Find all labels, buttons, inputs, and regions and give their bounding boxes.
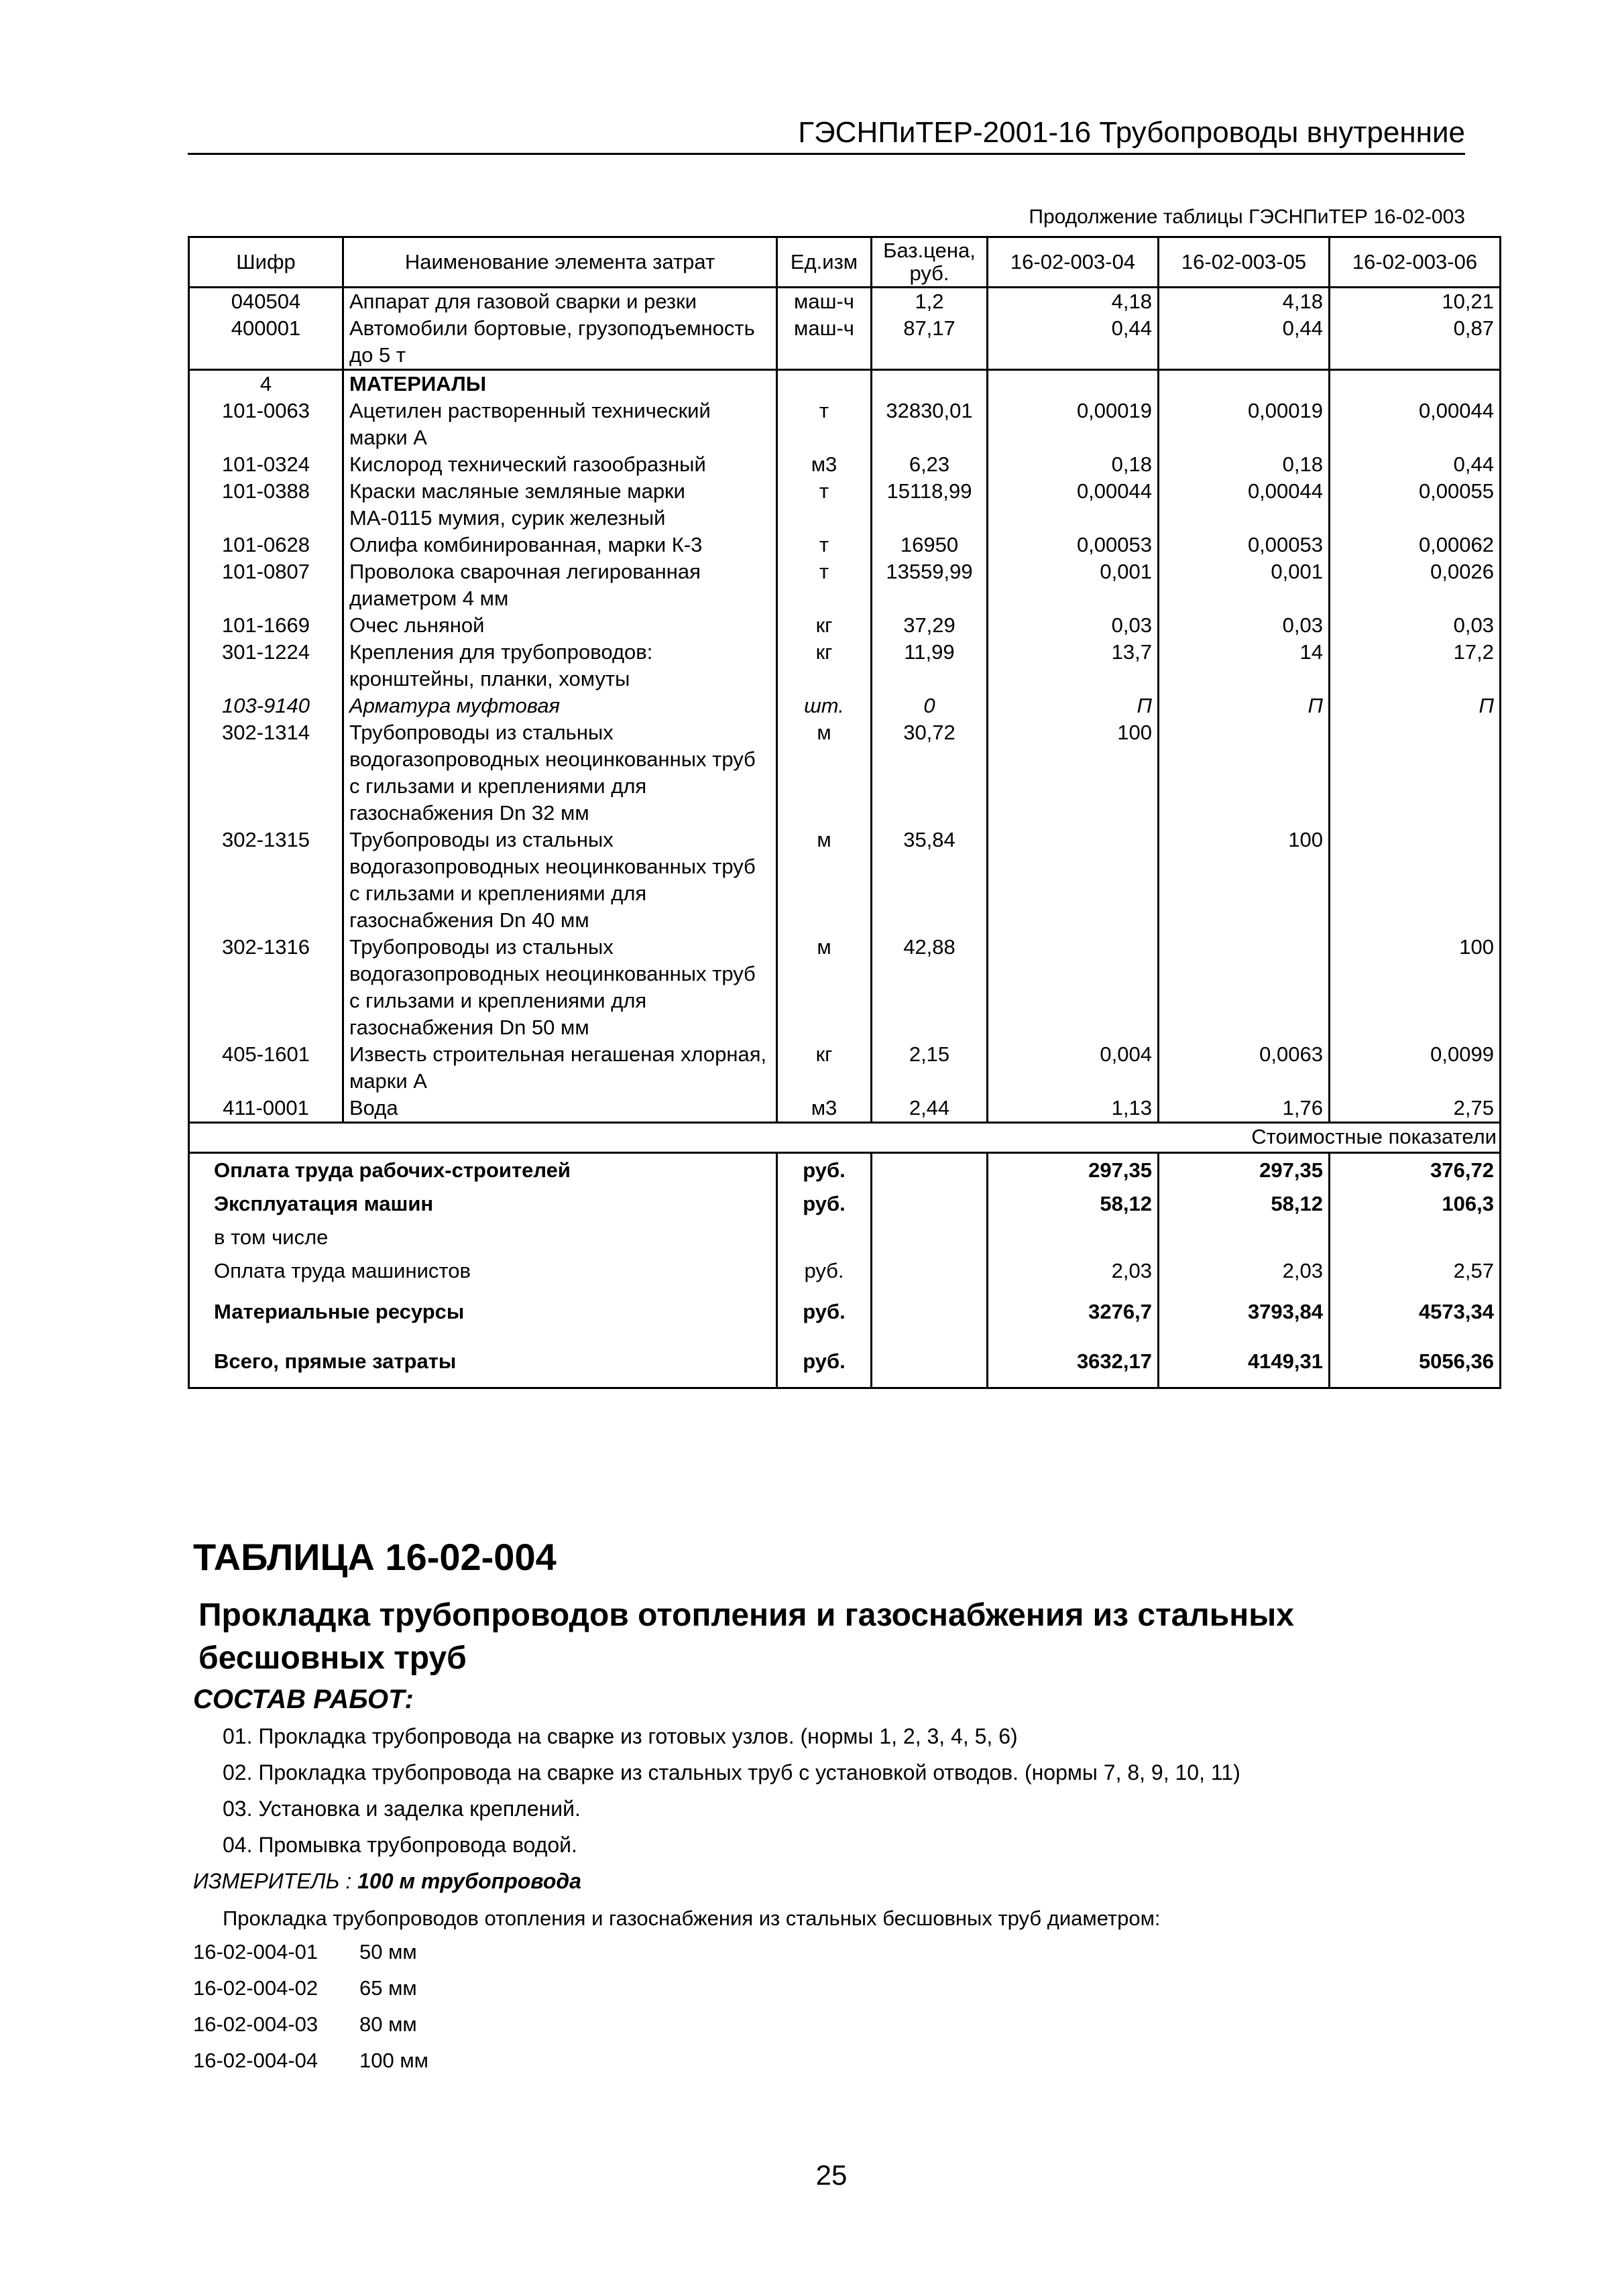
- row-value-05: 0,44: [1159, 315, 1330, 370]
- row-value-04: [988, 827, 1159, 934]
- row-value-05: 0,03: [1159, 612, 1330, 639]
- totals-unit: руб.: [777, 1254, 872, 1288]
- row-value-06: 17,2: [1330, 639, 1501, 692]
- row-value-04: 0,03: [988, 612, 1159, 639]
- row-value-05: [1159, 934, 1330, 1041]
- meter-value: 100 м трубопровода: [357, 1869, 581, 1893]
- totals-value-04: 297,35: [988, 1153, 1159, 1188]
- row-value-06: 0,00055: [1330, 478, 1501, 532]
- row-name: Трубопроводы из стальных водогазопроводных неоцинкованных труб с гильзами и креплениями для газоснабжения Dn 40 мм: [343, 827, 777, 934]
- header-norm-06: 16-02-003-06: [1330, 237, 1501, 288]
- table-row: [189, 288, 1501, 316]
- row-name: Олифа комбинированная, марки К-3: [343, 532, 777, 558]
- table-row: [189, 934, 1501, 1041]
- row-value-06: 0,00044: [1330, 398, 1501, 451]
- row-value-04: [988, 370, 1159, 398]
- row-value-06: [1330, 719, 1501, 827]
- row-value-06: [1330, 370, 1501, 398]
- totals-row: [189, 1221, 1501, 1254]
- row-unit: маш-ч: [777, 288, 872, 316]
- table-section-row: [189, 370, 1501, 398]
- header-name: Наименование элемента затрат: [343, 237, 777, 288]
- table-row: [189, 1041, 1501, 1095]
- norms-intro: Прокладка трубопроводов отопления и газоснабжения из стальных бесшовных труб диаметром:: [223, 1907, 1161, 1930]
- row-value-05: 1,76: [1159, 1095, 1330, 1123]
- totals-value-04: [988, 1221, 1159, 1254]
- row-name: Известь строительная негашеная хлорная, марки А: [343, 1041, 777, 1095]
- cost-indicators-title-row: [189, 1123, 1501, 1153]
- row-value-05: 4,18: [1159, 288, 1330, 316]
- totals-price: [872, 1254, 988, 1288]
- row-price: 1,2: [872, 288, 988, 316]
- row-price: 30,72: [872, 719, 988, 827]
- row-price: 0: [872, 692, 988, 719]
- row-unit: кг: [777, 1041, 872, 1095]
- totals-label: Всего, прямые затраты: [189, 1336, 777, 1388]
- header-unit: Ед.изм: [777, 237, 872, 288]
- row-unit: кг: [777, 639, 872, 692]
- totals-value-06: 376,72: [1330, 1153, 1501, 1188]
- table-row: [189, 612, 1501, 639]
- list-item: 01. Прокладка трубопровода на сварке из готовых узлов. (нормы 1, 2, 3, 4, 5, 6): [223, 1724, 1018, 1748]
- row-value-04: 0,004: [988, 1041, 1159, 1095]
- section-title: ТАБЛИЦА 16-02-004: [193, 1536, 557, 1578]
- totals-price: [872, 1187, 988, 1221]
- row-value-04: 0,00019: [988, 398, 1159, 451]
- row-value-05: 0,00053: [1159, 532, 1330, 558]
- row-value-04: 13,7: [988, 639, 1159, 692]
- norm-size: 50 мм: [359, 1940, 417, 1963]
- row-code: 400001: [189, 315, 343, 370]
- row-code: 101-0807: [189, 558, 343, 612]
- totals-value-06: 5056,36: [1330, 1336, 1501, 1388]
- list-item: 02. Прокладка трубопровода на сварке из стальных труб с установкой отводов. (нормы 7, 8, 9, 10, 11): [223, 1760, 1240, 1785]
- row-code: 302-1314: [189, 719, 343, 827]
- norm-size: 65 мм: [359, 1976, 417, 2000]
- norms-list: [193, 1939, 428, 2083]
- row-value-04: 0,18: [988, 451, 1159, 478]
- totals-value-05: 297,35: [1159, 1153, 1330, 1188]
- section-subtitle: Прокладка трубопроводов отопления и газоснабжения из стальных бесшовных труб: [198, 1597, 1294, 1676]
- row-name: Автомобили бортовые, грузоподъемность до 5 т: [343, 315, 777, 370]
- row-unit: т: [777, 478, 872, 532]
- row-code: 101-0324: [189, 451, 343, 478]
- row-price: 15118,99: [872, 478, 988, 532]
- totals-value-05: [1159, 1221, 1330, 1254]
- header-norm-05: 16-02-003-05: [1159, 237, 1330, 288]
- row-price: 2,15: [872, 1041, 988, 1095]
- norm-code: 16-02-004-01: [193, 1940, 318, 1963]
- row-unit: м: [777, 827, 872, 934]
- row-name: Трубопроводы из стальных водогазопроводных неоцинкованных труб с гильзами и креплениями для газоснабжения Dn 32 мм: [343, 719, 777, 827]
- totals-value-05: 3793,84: [1159, 1288, 1330, 1336]
- norm-size: 100 мм: [359, 2049, 428, 2072]
- totals-unit: руб.: [777, 1187, 872, 1221]
- row-value-04: 0,44: [988, 315, 1159, 370]
- row-value-05: П: [1159, 692, 1330, 719]
- row-price: 32830,01: [872, 398, 988, 451]
- row-price: [872, 370, 988, 398]
- totals-price: [872, 1221, 988, 1254]
- totals-value-04: 2,03: [988, 1254, 1159, 1288]
- header-code: Шифр: [189, 237, 343, 288]
- row-value-04: 0,00044: [988, 478, 1159, 532]
- totals-price: [872, 1153, 988, 1188]
- row-value-06: 10,21: [1330, 288, 1501, 316]
- row-price: 11,99: [872, 639, 988, 692]
- table-row: [189, 478, 1501, 532]
- totals-unit: руб.: [777, 1288, 872, 1336]
- row-value-05: [1159, 370, 1330, 398]
- row-value-04: П: [988, 692, 1159, 719]
- list-item: 04. Промывка трубопровода водой.: [223, 1833, 577, 1857]
- table-row: [189, 692, 1501, 719]
- totals-value-04: 58,12: [988, 1187, 1159, 1221]
- header-base-price: Баз.цена, руб.: [872, 237, 988, 288]
- row-name: Аппарат для газовой сварки и резки: [343, 288, 777, 316]
- row-value-05: [1159, 719, 1330, 827]
- row-unit: шт.: [777, 692, 872, 719]
- row-code: 301-1224: [189, 639, 343, 692]
- row-value-06: 0,0026: [1330, 558, 1501, 612]
- row-code: 4: [189, 370, 343, 398]
- table-row: [189, 451, 1501, 478]
- totals-value-06: [1330, 1221, 1501, 1254]
- row-price: 2,44: [872, 1095, 988, 1123]
- row-value-06: 0,44: [1330, 451, 1501, 478]
- row-price: 6,23: [872, 451, 988, 478]
- table-header-row: [189, 237, 1501, 288]
- norm-size: 80 мм: [359, 2012, 417, 2036]
- row-value-04: 0,00053: [988, 532, 1159, 558]
- norm-code: 16-02-004-04: [193, 2049, 318, 2072]
- row-unit: [777, 370, 872, 398]
- totals-label: Материальные ресурсы: [189, 1288, 777, 1336]
- row-value-04: 4,18: [988, 288, 1159, 316]
- totals-label: Оплата труда рабочих-строителей: [189, 1153, 777, 1188]
- row-unit: маш-ч: [777, 315, 872, 370]
- table-row: [189, 719, 1501, 827]
- norm-code: 16-02-004-02: [193, 1976, 318, 2000]
- row-unit: м3: [777, 1095, 872, 1123]
- row-value-06: П: [1330, 692, 1501, 719]
- row-value-05: 0,00019: [1159, 398, 1330, 451]
- totals-value-04: 3632,17: [988, 1336, 1159, 1388]
- row-value-05: 100: [1159, 827, 1330, 934]
- row-price: 42,88: [872, 934, 988, 1041]
- row-unit: т: [777, 398, 872, 451]
- row-name: Крепления для трубопроводов: кронштейны, планки, хомуты: [343, 639, 777, 692]
- row-value-06: [1330, 827, 1501, 934]
- row-value-06: 0,00062: [1330, 532, 1501, 558]
- row-value-06: 0,0099: [1330, 1041, 1501, 1095]
- row-unit: т: [777, 532, 872, 558]
- row-value-04: 0,001: [988, 558, 1159, 612]
- row-name: Проволока сварочная легированная диаметром 4 мм: [343, 558, 777, 612]
- list-item: 03. Установка и заделка креплений.: [223, 1797, 581, 1821]
- table-row: [189, 558, 1501, 612]
- norm-code: 16-02-004-03: [193, 2012, 318, 2036]
- list-item: [193, 2011, 428, 2047]
- meter-line: [193, 1868, 581, 1894]
- totals-unit: руб.: [777, 1336, 872, 1388]
- totals-price: [872, 1288, 988, 1336]
- row-code: 101-0063: [189, 398, 343, 451]
- row-code: 302-1316: [189, 934, 343, 1041]
- row-value-05: 14: [1159, 639, 1330, 692]
- header-norm-04: 16-02-003-04: [988, 237, 1159, 288]
- row-name: Кислород технический газообразный: [343, 451, 777, 478]
- list-item: [193, 2047, 428, 2083]
- cost-indicators-title: Стоимостные показатели: [189, 1123, 1501, 1153]
- table-row: [189, 315, 1501, 370]
- work-composition-heading: СОСТАВ РАБОТ:: [193, 1685, 414, 1714]
- row-unit: м: [777, 934, 872, 1041]
- row-value-06: 0,87: [1330, 315, 1501, 370]
- row-value-06: 0,03: [1330, 612, 1501, 639]
- totals-row: [189, 1254, 1501, 1288]
- running-header: ГЭСНПиТЕР-2001-16 Трубопроводы внутренние: [188, 114, 1465, 155]
- totals-row: [189, 1288, 1501, 1336]
- row-price: 87,17: [872, 315, 988, 370]
- row-code: 040504: [189, 288, 343, 316]
- list-item: [193, 1975, 428, 2011]
- row-value-05: 0,001: [1159, 558, 1330, 612]
- row-code: 101-1669: [189, 612, 343, 639]
- row-value-05: 0,00044: [1159, 478, 1330, 532]
- row-price: 13559,99: [872, 558, 988, 612]
- row-code: 101-0628: [189, 532, 343, 558]
- row-name: Краски масляные земляные марки МА-0115 мумия, сурик железный: [343, 478, 777, 532]
- row-value-04: 100: [988, 719, 1159, 827]
- totals-label: Оплата труда машинистов: [189, 1254, 777, 1288]
- totals-value-05: 2,03: [1159, 1254, 1330, 1288]
- totals-label: в том числе: [189, 1221, 777, 1254]
- row-value-04: [988, 934, 1159, 1041]
- row-name: Вода: [343, 1095, 777, 1123]
- resources-table: [188, 236, 1501, 1389]
- row-unit: т: [777, 558, 872, 612]
- table-row: [189, 1095, 1501, 1123]
- totals-unit: [777, 1221, 872, 1254]
- row-value-06: 2,75: [1330, 1095, 1501, 1123]
- table-row: [189, 639, 1501, 692]
- totals-value-06: 4573,34: [1330, 1288, 1501, 1336]
- totals-unit: руб.: [777, 1153, 872, 1188]
- row-name: Ацетилен растворенный технический марки А: [343, 398, 777, 451]
- row-unit: м3: [777, 451, 872, 478]
- row-code: 411-0001: [189, 1095, 343, 1123]
- totals-value-05: 58,12: [1159, 1187, 1330, 1221]
- row-unit: м: [777, 719, 872, 827]
- totals-row: [189, 1153, 1501, 1188]
- row-name: Очес льняной: [343, 612, 777, 639]
- row-price: 37,29: [872, 612, 988, 639]
- meter-label: ИЗМЕРИТЕЛЬ :: [193, 1869, 352, 1893]
- row-name: Арматура муфтовая: [343, 692, 777, 719]
- totals-row: [189, 1336, 1501, 1388]
- row-value-04: 1,13: [988, 1095, 1159, 1123]
- totals-label: Эксплуатация машин: [189, 1187, 777, 1221]
- row-value-05: 0,0063: [1159, 1041, 1330, 1095]
- table-row: [189, 532, 1501, 558]
- totals-value-05: 4149,31: [1159, 1336, 1330, 1388]
- row-name: Трубопроводы из стальных водогазопроводных неоцинкованных труб с гильзами и креплениями для газоснабжения Dn 50 мм: [343, 934, 777, 1041]
- row-code: 302-1315: [189, 827, 343, 934]
- row-unit: кг: [777, 612, 872, 639]
- totals-price: [872, 1336, 988, 1388]
- row-value-05: 0,18: [1159, 451, 1330, 478]
- work-composition-list: [223, 1723, 1240, 1868]
- row-code: 103-9140: [189, 692, 343, 719]
- table-row: [189, 398, 1501, 451]
- row-price: 16950: [872, 532, 988, 558]
- table-continuation-caption: Продолжение таблицы ГЭСНПиТЕР 16-02-003: [1029, 206, 1465, 228]
- totals-value-04: 3276,7: [988, 1288, 1159, 1336]
- totals-value-06: 106,3: [1330, 1187, 1501, 1221]
- totals-value-06: 2,57: [1330, 1254, 1501, 1288]
- row-value-06: 100: [1330, 934, 1501, 1041]
- section-heading-materials: МАТЕРИАЛЫ: [343, 370, 777, 398]
- row-price: 35,84: [872, 827, 988, 934]
- totals-row: [189, 1187, 1501, 1221]
- row-code: 405-1601: [189, 1041, 343, 1095]
- row-code: 101-0388: [189, 478, 343, 532]
- page-number: 25: [815, 2159, 848, 2191]
- list-item: [193, 1939, 428, 1975]
- table-row: [189, 827, 1501, 934]
